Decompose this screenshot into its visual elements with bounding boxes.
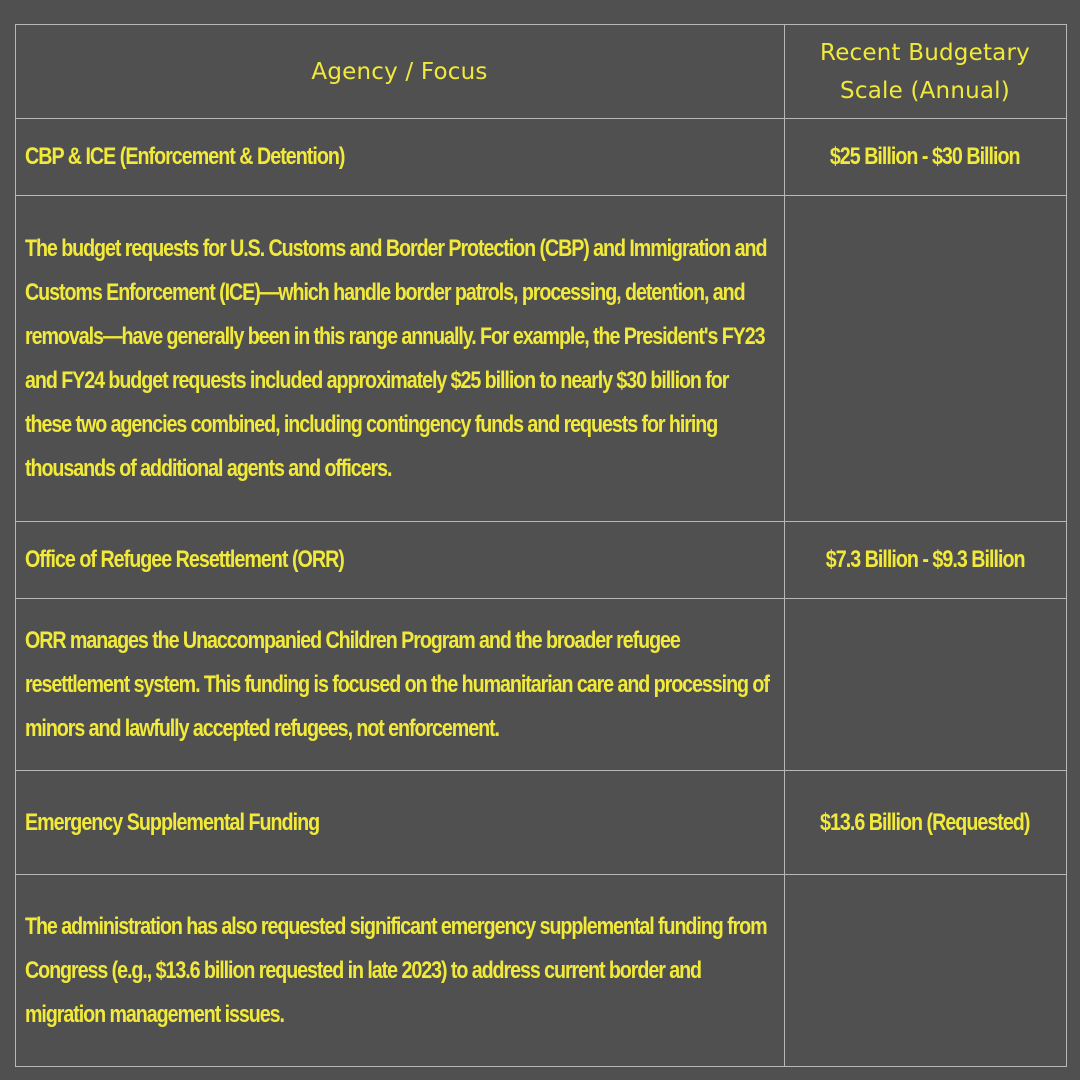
table-row [16,119,1067,196]
table-row [16,522,1067,599]
table-row [16,599,1067,771]
row-description-emergency-supplemental: The administration has also requested significant emergency supplemental funding from Congress (e.g., $13.6 billion requested in late 2023) to address current border and migration management issues. [16,875,785,1067]
row-description-cbp-ice: The budget requests for U.S. Customs and Border Protection (CBP) and Immigration and Customs Enforcement (ICE)—which handle border patrols, processing, detention, and removals—have generally been in this range annually. For example, the President's FY23 and FY24 budget requests included approximately $25 billion to nearly $30 billion for these two agencies combined, including contingency funds and requests for hiring thousands of additional agents and officers. [16,196,785,522]
row-value-cbp-ice: $25 Billion - $30 Billion [785,119,1067,196]
empty-cell [785,875,1067,1067]
row-value-emergency-supplemental: $13.6 Billion (Requested) [785,771,1067,875]
table-row [16,771,1067,875]
budget-table [15,24,1067,1067]
table-header-row [16,25,1067,119]
row-label-emergency-supplemental: Emergency Supplemental Funding [16,771,785,875]
row-description-orr: ORR manages the Unaccompanied Children Program and the broader refugee resettlement system. This funding is focused on the humanitarian care and processing of minors and lawfully accepted refugees, not enforcement. [16,599,785,771]
header-agency-focus: Agency / Focus [16,25,785,119]
table-row [16,875,1067,1067]
row-value-orr: $7.3 Billion - $9.3 Billion [785,522,1067,599]
empty-cell [785,599,1067,771]
row-label-cbp-ice: CBP & ICE (Enforcement & Detention) [16,119,785,196]
header-budgetary-scale: Recent Budgetary Scale (Annual) [785,25,1067,119]
table-row [16,196,1067,522]
empty-cell [785,196,1067,522]
row-label-orr: Office of Refugee Resettlement (ORR) [16,522,785,599]
